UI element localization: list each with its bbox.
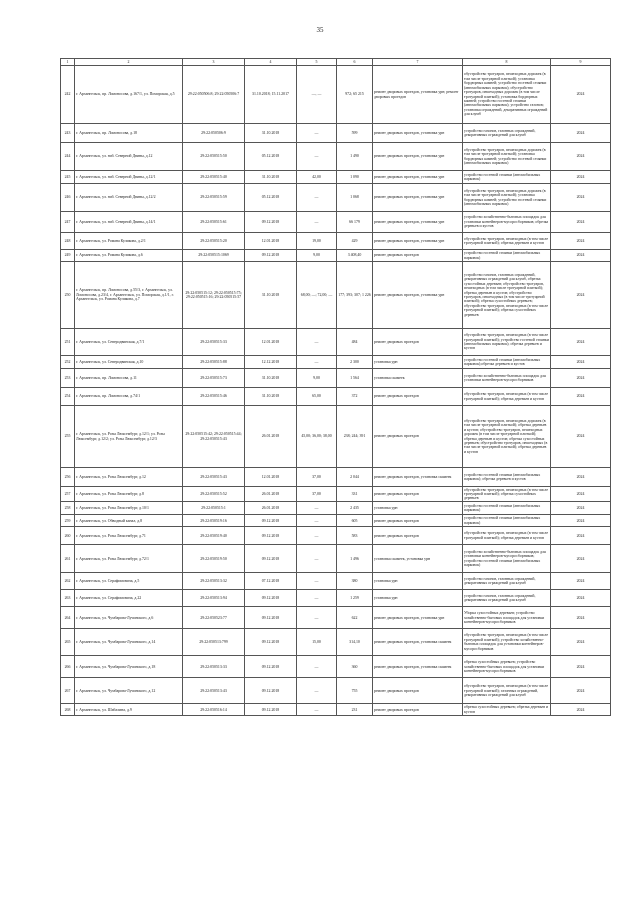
- date-cell: 09.12.2018: [245, 678, 297, 704]
- address-cell: г. Архангельск, ул. Обводный канал, д.8: [75, 515, 183, 527]
- row-number: 248: [61, 233, 75, 250]
- additional-work-cell: обустройство тротуаров, пешеходных (в том числе тротуарной плиткой); устройство хозяйственно-бытовых площадок для установки контейнеров-мусоросборников: [463, 629, 551, 656]
- address-cell: г. Архангельск, ул. Розы Люксембург, д.72/1: [75, 545, 183, 573]
- work-type-cell: ремонт дворовых проездов: [373, 515, 463, 527]
- year-cell: 2024: [551, 545, 611, 573]
- additional-work-cell: устройство гостевой стоянки (автомобильных парковок): [463, 515, 551, 527]
- row-number: 260: [61, 527, 75, 545]
- address-cell: г. Архангельск, ул. Серафимовича, д.22: [75, 590, 183, 607]
- row-number: 267: [61, 678, 75, 704]
- value-cell: 484: [337, 329, 373, 356]
- area-cell: 9,00: [297, 250, 337, 262]
- table-row: [61, 406, 611, 468]
- additional-work-cell: обустройство тротуаров, пешеходных (в том числе тротуарной плиткой); обрезка деревьев и кустов: [463, 388, 551, 406]
- work-type-cell: ремонт дворовых проездов, установка урн: [373, 124, 463, 143]
- date-cell: 09.12.2018: [245, 704, 297, 716]
- address-cell: г. Архангельск, ул. Чумбарова-Лучинского, д.12: [75, 678, 183, 704]
- row-number: 259: [61, 515, 75, 527]
- header-cell: 3: [183, 59, 245, 66]
- table-row: [61, 468, 611, 487]
- row-number: 266: [61, 656, 75, 678]
- cadastral-number-cell: 29:22:050519:40: [183, 527, 245, 545]
- row-number: 265: [61, 629, 75, 656]
- area-cell: —: [297, 527, 337, 545]
- work-type-cell: ремонт дворовых проездов, установка урн: [373, 143, 463, 171]
- year-cell: 2024: [551, 590, 611, 607]
- value-cell: 2 435: [337, 502, 373, 515]
- year-cell: 2024: [551, 468, 611, 487]
- date-cell: 12.12.2018: [245, 356, 297, 369]
- address-cell: г. Архангельск, ул. Чумбарова-Лучинского, д.6: [75, 607, 183, 629]
- additional-work-cell: обустройство тротуаров, пешеходных (в том числе тротуарной плиткой); устройство гостевой стоянки (автомобильных парковок); обрезка деревьев и кустов: [463, 329, 551, 356]
- additional-work-cell: устройство хозяйственно-бытовых площадок для установки контейнеров-мусоросборников; обрезка деревьев и кустов: [463, 212, 551, 233]
- date-cell: 09.12.2018: [245, 527, 297, 545]
- date-cell: 12.01.2018: [245, 468, 297, 487]
- address-cell: г. Архангельск, ул. Северодвинская, д.10: [75, 356, 183, 369]
- table-row: [61, 515, 611, 527]
- value-cell: 583: [337, 527, 373, 545]
- work-type-cell: установка урн: [373, 356, 463, 369]
- header-cell: 8: [463, 59, 551, 66]
- year-cell: 2024: [551, 233, 611, 250]
- header-cell: 7: [373, 59, 463, 66]
- additional-work-cell: обустройство тротуаров, пешеходных (в том числе тротуарной плиткой); обрезка деревьев и кустов: [463, 233, 551, 250]
- area-cell: —: [297, 212, 337, 233]
- address-cell: г. Архангельск, ул. Романа Куликова, д.6: [75, 250, 183, 262]
- table-row: [61, 590, 611, 607]
- address-cell: г. Архангельск, пр. Ломоносова, д.11: [75, 369, 183, 388]
- year-cell: 2024: [551, 607, 611, 629]
- work-type-cell: ремонт дворовых проездов, установка урн: [373, 184, 463, 212]
- additional-work-cell: устройство газонов, газонных ограждений, декоративных ограждений для клумб, обрезка сухостойных деревьев; обустройство тротуаров, пешеходных (в том числе тротуарной плиткой); обрезка деревьев и кустов; обустройство тротуаров, пешеходных (в том числе тротуарной плиткой); обрезка сухостойных деревьев; обустройство тротуаров, пешеходных (в том числе тротуарной плиткой); обрезка сухостойных деревьев: [463, 262, 551, 329]
- date-cell: 12.01.2018: [245, 233, 297, 250]
- additional-work-cell: обустройство тротуаров, пешеходных (в том числе тротуарной плиткой); газонных ограждений, декоративных ограждений для клумб: [463, 678, 551, 704]
- cadastral-number-cell: 29:22:050515:42; 29:22:050515:44; 29:22:050515:43: [183, 406, 245, 468]
- header-cell: 2: [75, 59, 183, 66]
- table-row: [61, 143, 611, 171]
- table-row: [61, 545, 611, 573]
- area-cell: 65,00: [297, 388, 337, 406]
- value-cell: 1 564: [337, 369, 373, 388]
- additional-work-cell: устройство газонов, газонных ограждений, декоративных ограждений для клумб: [463, 590, 551, 607]
- address-cell: г. Архангельск, пр. Ломоносова, д.74/1: [75, 388, 183, 406]
- additional-work-cell: обустройство тротуаров, пешеходных (в том числе тротуарной плиткой); обрезка деревьев и кустов: [463, 527, 551, 545]
- cadastral-number-cell: 29:22:050523:77: [183, 607, 245, 629]
- date-cell: 05.12.2018: [245, 143, 297, 171]
- value-cell: 1 068: [337, 184, 373, 212]
- area-cell: —: [297, 704, 337, 716]
- address-cell: г. Архангельск, ул. Розы Люксембург, д.12: [75, 468, 183, 487]
- value-cell: 972; 65 215: [337, 66, 373, 124]
- cadastral-number-cell: 29:22:050515:52: [183, 487, 245, 502]
- work-type-cell: ремонт дворовых проездов, установка скамеек: [373, 468, 463, 487]
- value-cell: 238; 244; 391: [337, 406, 373, 468]
- work-type-cell: ремонт дворовых проездов, установка урн: [373, 171, 463, 184]
- date-cell: 26.01.2018: [245, 502, 297, 515]
- year-cell: 2024: [551, 527, 611, 545]
- area-cell: 9,00: [297, 369, 337, 388]
- cadastral-number-cell: 29:22:050506:9: [183, 124, 245, 143]
- year-cell: 2024: [551, 356, 611, 369]
- work-type-cell: установка урн: [373, 573, 463, 590]
- address-cell: г. Архангельск, пр. Ломоносова, д.167/1, ул. Поморская, д.5: [75, 66, 183, 124]
- area-cell: —: [297, 590, 337, 607]
- table-row: [61, 262, 611, 329]
- row-number: 252: [61, 356, 75, 369]
- work-type-cell: ремонт дворовых проездов, установка урн: [373, 607, 463, 629]
- address-cell: г. Архангельск, ул. Серафимовича, д.5: [75, 573, 183, 590]
- value-cell: 314,10: [337, 629, 373, 656]
- table-row: [61, 502, 611, 515]
- cadastral-number-cell: 29:22:050515:50: [183, 143, 245, 171]
- table-row: [61, 573, 611, 590]
- header-cell: 1: [61, 59, 75, 66]
- work-type-cell: установка скамеек, установка урн: [373, 545, 463, 573]
- area-cell: —: [297, 143, 337, 171]
- area-cell: —: [297, 515, 337, 527]
- area-cell: —: [297, 656, 337, 678]
- value-cell: 372: [337, 388, 373, 406]
- address-cell: г. Архангельск, ул. Розы Люксембург, д.10/1: [75, 502, 183, 515]
- row-number: 256: [61, 468, 75, 487]
- additional-work-cell: устройство газонов, газонных ограждений, декоративных ограждений для клумб: [463, 573, 551, 590]
- table-row: [61, 487, 611, 502]
- value-cell: 177; 393; 307; 1 226: [337, 262, 373, 329]
- row-number: 262: [61, 573, 75, 590]
- year-cell: 2024: [551, 656, 611, 678]
- row-number: 245: [61, 171, 75, 184]
- address-cell: г. Архангельск, ул. Шабалина, д.9: [75, 704, 183, 716]
- value-cell: 1 490: [337, 143, 373, 171]
- cadastral-number-cell: 29:22:050515:40: [183, 171, 245, 184]
- address-cell: г. Архангельск, пр. Ломоносова, д.55/3, г. Архангельск, ул. Ломоносова, д.23/4, г. Архангельск, ул. Поморская, д.1/1, г. Архангельск, ул. Романа Куликова, д.7: [75, 262, 183, 329]
- row-number: 251: [61, 329, 75, 356]
- cadastral-number-cell: 29:22:050513:33: [183, 656, 245, 678]
- additional-work-cell: обрезка сухостойных деревьев; устройство хозяйственно-бытовых площадок для установки контейнеров-мусоросборников: [463, 656, 551, 678]
- cadastral-number-cell: 29:22:050515:46: [183, 388, 245, 406]
- page-number: 35: [316, 26, 324, 34]
- year-cell: 2024: [551, 388, 611, 406]
- table-row: [61, 629, 611, 656]
- row-number: 243: [61, 124, 75, 143]
- header-cell: 6: [337, 59, 373, 66]
- date-cell: 09.12.2018: [245, 250, 297, 262]
- table-row: [61, 66, 611, 124]
- date-cell: 31.10.2018: [245, 124, 297, 143]
- table-row: [61, 171, 611, 184]
- year-cell: 2024: [551, 406, 611, 468]
- additional-work-cell: устройство гостевой стоянки (автомобильных парковок);обрезка деревьев и кустов: [463, 356, 551, 369]
- year-cell: 2024: [551, 124, 611, 143]
- cadastral-number-cell: 29:22:050513:43: [183, 678, 245, 704]
- additional-work-cell: устройство гостевой стоянки (автомобильных парковок): [463, 171, 551, 184]
- year-cell: 2024: [551, 212, 611, 233]
- work-type-cell: установка урн: [373, 590, 463, 607]
- table-row: [61, 233, 611, 250]
- additional-work-cell: устройство гостевой стоянки (автомобильных парковок); обрезка деревьев и кустов: [463, 468, 551, 487]
- area-cell: —: [297, 545, 337, 573]
- work-type-cell: ремонт дворовых проездов: [373, 329, 463, 356]
- cadastral-number-cell: 29:22:050515:43: [183, 468, 245, 487]
- date-cell: 09.12.2018: [245, 212, 297, 233]
- work-type-cell: ремонт дворовых проездов, установка скамеек: [373, 656, 463, 678]
- work-type-cell: установка урн: [373, 502, 463, 515]
- row-number: 263: [61, 590, 75, 607]
- additional-work-cell: Уборка сухостойных деревьев; устройство хозяйственно-бытовых площадок для установки контейнеров-мусоросборников: [463, 607, 551, 629]
- year-cell: 2024: [551, 629, 611, 656]
- additional-work-cell: обустройство тротуаров, пешеходных (в том числе тротуарной плиткой); обрезка сухостойных деревьев: [463, 487, 551, 502]
- row-number: 255: [61, 406, 75, 468]
- value-cell: 605: [337, 515, 373, 527]
- date-cell: 07.12.2018: [245, 573, 297, 590]
- year-cell: 2024: [551, 487, 611, 502]
- work-type-cell: ремонт дворовых проездов: [373, 406, 463, 468]
- address-cell: г. Архангельск, ул. Чумбарова-Лучинского, д.18: [75, 656, 183, 678]
- address-cell: г. Архангельск, ул. Романа Куликова, д.2/1: [75, 233, 183, 250]
- work-type-cell: ремонт дворовых проездов, установка урн; ремонт дворовых проездов: [373, 66, 463, 124]
- cadastral-number-cell: 29:22:050516:14: [183, 704, 245, 716]
- area-cell: —: [297, 573, 337, 590]
- date-cell: 09.12.2018: [245, 545, 297, 573]
- improvement-table: [60, 58, 611, 716]
- row-number: 244: [61, 143, 75, 171]
- table-row: [61, 607, 611, 629]
- cadastral-number-cell: 29:22:050513:799: [183, 629, 245, 656]
- year-cell: 2024: [551, 502, 611, 515]
- address-cell: г. Архангельск, ул. Чумбарова-Лучинского, д.14: [75, 629, 183, 656]
- date-cell: 31.10.2018: [245, 171, 297, 184]
- table-row: [61, 369, 611, 388]
- work-type-cell: ремонт дворовых проездов: [373, 388, 463, 406]
- year-cell: 2024: [551, 704, 611, 716]
- additional-work-cell: обустройство тротуаров, пешеходных дорожек (в том числе тротуарной плиткой); обрезка деревьев и кустов; обустройство тротуаров, пешеходных дорожек (в том числе тротуарной плиткой); обрезка деревьев и кустов; обрезка сухостойных деревьев; обустройство тротуаров, пешеходных (в том числе тротуарной плиткой); обрезка деревьев и кустов: [463, 406, 551, 468]
- cadastral-number-cell: 29:22:050515:1: [183, 502, 245, 515]
- row-number: 257: [61, 487, 75, 502]
- area-cell: —, —: [297, 66, 337, 124]
- cadastral-number-cell: 29:22:050515:73: [183, 369, 245, 388]
- table-row: [61, 704, 611, 716]
- cadastral-number-cell: 29:22:050515:33: [183, 329, 245, 356]
- date-cell: 09.12.2018: [245, 590, 297, 607]
- header-cell: 9: [551, 59, 611, 66]
- date-cell: 05.12.2018: [245, 184, 297, 212]
- value-cell: 622: [337, 607, 373, 629]
- additional-work-cell: устройство газонов, газонных ограждений, декоративных ограждений для клумб: [463, 124, 551, 143]
- date-cell: 26.01.2018: [245, 406, 297, 468]
- work-type-cell: ремонт дворовых проездов, установка скамеек: [373, 629, 463, 656]
- year-cell: 2024: [551, 573, 611, 590]
- date-cell: 31.10.2018: [245, 262, 297, 329]
- value-cell: 1 259: [337, 590, 373, 607]
- cadastral-number-cell: 29:22:050515:20: [183, 233, 245, 250]
- address-cell: г. Архангельск, ул. наб. Северной Двины, д.14/1: [75, 212, 183, 233]
- value-cell: 755: [337, 678, 373, 704]
- row-number: 249: [61, 250, 75, 262]
- cadastral-number-cell: 29:22:050515:1069: [183, 250, 245, 262]
- date-cell: 09.12.2018: [245, 656, 297, 678]
- work-type-cell: ремонт дворовых проездов: [373, 527, 463, 545]
- area-cell: —: [297, 329, 337, 356]
- cadastral-number-cell: 29:22:050515:59: [183, 184, 245, 212]
- additional-work-cell: устройство гостевой стоянки (автомобильных парковок): [463, 502, 551, 515]
- value-cell: 360: [337, 656, 373, 678]
- year-cell: 2024: [551, 369, 611, 388]
- table-row: [61, 184, 611, 212]
- table-row: [61, 124, 611, 143]
- work-type-cell: ремонт дворовых проездов: [373, 678, 463, 704]
- additional-work-cell: обустройство тротуаров, пешеходных дорожек (в том числе тротуарной плиткой); установка бордюрных камней; устройство гостевой стоянки (автомобильных парковок): [463, 143, 551, 171]
- year-cell: 2024: [551, 66, 611, 124]
- area-cell: 45,00; 36,00; 38,00: [297, 406, 337, 468]
- date-cell: 09.12.2018: [245, 607, 297, 629]
- table-row: [61, 656, 611, 678]
- work-type-cell: ремонт дворовых проездов, установка урн: [373, 212, 463, 233]
- area-cell: —: [297, 124, 337, 143]
- additional-work-cell: устройство гостевой стоянки (автомобильных парковок): [463, 250, 551, 262]
- area-cell: 19,00: [297, 233, 337, 250]
- work-type-cell: ремонт дворовых проездов: [373, 704, 463, 716]
- work-type-cell: ремонт дворовых проездов: [373, 250, 463, 262]
- address-cell: г. Архангельск, ул. наб. Северной Двины, д.12: [75, 143, 183, 171]
- additional-work-cell: обустройство тротуаров, пешеходных дорожек (в том числе тротуарной плиткой); установка бордюрных камней; устройство гостевой стоянки (автомобильных парковок); обустройство тротуаров, пешеходных дорожек (в том числе тротуарной плиткой); установка бордюрных камней; устройство гостевой стоянки (автомобильных парковок); устройство газонов; установка ограждений, декоративных ограждений для клумб: [463, 66, 551, 124]
- date-cell: 26.01.2018: [245, 487, 297, 502]
- date-cell: 09.12.2018: [245, 515, 297, 527]
- address-cell: г. Архангельск, ул. наб. Северной Двины, д.12/1: [75, 171, 183, 184]
- year-cell: 2024: [551, 678, 611, 704]
- additional-work-cell: обустройство тротуаров, пешеходных дорожек (в том числе тротуарной плиткой); установка бордюрных камней; устройство гостевой стоянки (автомобильных парковок): [463, 184, 551, 212]
- row-number: 253: [61, 369, 75, 388]
- cadastral-number-cell: 29:22:050519:16: [183, 515, 245, 527]
- year-cell: 2024: [551, 171, 611, 184]
- address-cell: г. Архангельск, ул. Розы Люксембург, д.12/1; ул. Розы Люксембург, д.12/2; ул. Розы Люксембург, д.12/3: [75, 406, 183, 468]
- row-number: 254: [61, 388, 75, 406]
- table-row: [61, 388, 611, 406]
- value-cell: 66 179: [337, 212, 373, 233]
- value-cell: 2 044: [337, 468, 373, 487]
- address-cell: г. Архангельск, ул. наб. Северной Двины, д.12/2: [75, 184, 183, 212]
- work-type-cell: установка скамеек: [373, 369, 463, 388]
- value-cell: 1 090: [337, 171, 373, 184]
- value-cell: 3 408,40: [337, 250, 373, 262]
- area-cell: 37,00: [297, 487, 337, 502]
- cadastral-number-cell: 29:22:050515:88: [183, 356, 245, 369]
- table-row: [61, 356, 611, 369]
- cadastral-number-cell: 29:22:050519:50: [183, 545, 245, 573]
- year-cell: 2024: [551, 184, 611, 212]
- area-cell: —: [297, 678, 337, 704]
- cadastral-number-cell: 29:22:050515:61: [183, 212, 245, 233]
- year-cell: 2024: [551, 262, 611, 329]
- value-cell: 2 300: [337, 356, 373, 369]
- row-number: 258: [61, 502, 75, 515]
- area-cell: —: [297, 356, 337, 369]
- date-cell: 31.10.2018; 15.11.2017: [245, 66, 297, 124]
- additional-work-cell: устройство хозяйственно-бытовых площадок для установки контейнеров-мусоросборников: [463, 369, 551, 388]
- additional-work-cell: обрезка сухостойных деревьев; обрезка деревьев и кустов: [463, 704, 551, 716]
- address-cell: г. Архангельск, пр. Ломоносова, д.18: [75, 124, 183, 143]
- address-cell: г. Архангельск, ул. Северодвинская, д.7/1: [75, 329, 183, 356]
- row-number: 261: [61, 545, 75, 573]
- row-number: 264: [61, 607, 75, 629]
- address-cell: г. Архангельск, ул. Розы Люксембург, д.71: [75, 527, 183, 545]
- row-number: 246: [61, 184, 75, 212]
- header-cell: 5: [297, 59, 337, 66]
- additional-work-cell: устройство хозяйственно-бытовых площадок для установки контейнеров-мусоросборников; устройство гостевой стоянки (автомобильных парковок): [463, 545, 551, 573]
- area-cell: 37,00: [297, 468, 337, 487]
- date-cell: 31.10.2018: [245, 369, 297, 388]
- area-cell: 68,00; —; 72,00; —: [297, 262, 337, 329]
- value-cell: 380: [337, 573, 373, 590]
- year-cell: 2024: [551, 515, 611, 527]
- cadastral-number-cell: 29:22:050515:12; 29:22:050515:75; 29:22:050515:16; 29:22:050515:57: [183, 262, 245, 329]
- address-cell: г. Архангельск, ул. Розы Люксембург, д.8: [75, 487, 183, 502]
- value-cell: 231: [337, 704, 373, 716]
- cadastral-number-cell: 29:22:050513:32: [183, 573, 245, 590]
- area-cell: —: [297, 607, 337, 629]
- cadastral-number-cell: 29:22:050506:8; 29:22:050506:7: [183, 66, 245, 124]
- value-cell: 599: [337, 124, 373, 143]
- table-row: [61, 329, 611, 356]
- table-row: [61, 212, 611, 233]
- area-cell: 15,00: [297, 629, 337, 656]
- table-row: [61, 678, 611, 704]
- date-cell: 31.10.2018: [245, 388, 297, 406]
- year-cell: 2024: [551, 329, 611, 356]
- row-number: 247: [61, 212, 75, 233]
- year-cell: 2024: [551, 143, 611, 171]
- year-cell: 2024: [551, 250, 611, 262]
- area-cell: 42,00: [297, 171, 337, 184]
- area-cell: —: [297, 184, 337, 212]
- date-cell: 09.12.2018: [245, 629, 297, 656]
- row-number: 242: [61, 66, 75, 124]
- row-number: 250: [61, 262, 75, 329]
- cadastral-number-cell: 29:22:050513:94: [183, 590, 245, 607]
- area-cell: —: [297, 502, 337, 515]
- work-type-cell: ремонт дворовых проездов, установка урн: [373, 233, 463, 250]
- work-type-cell: ремонт дворовых проездов, установка урн: [373, 262, 463, 329]
- table-row: [61, 527, 611, 545]
- table-row: [61, 250, 611, 262]
- work-type-cell: ремонт дворовых проездов: [373, 487, 463, 502]
- value-cell: 1 496: [337, 545, 373, 573]
- header-cell: 4: [245, 59, 297, 66]
- date-cell: 12.01.2018: [245, 329, 297, 356]
- value-cell: 331: [337, 487, 373, 502]
- value-cell: 429: [337, 233, 373, 250]
- table-header-row: [61, 59, 611, 66]
- row-number: 268: [61, 704, 75, 716]
